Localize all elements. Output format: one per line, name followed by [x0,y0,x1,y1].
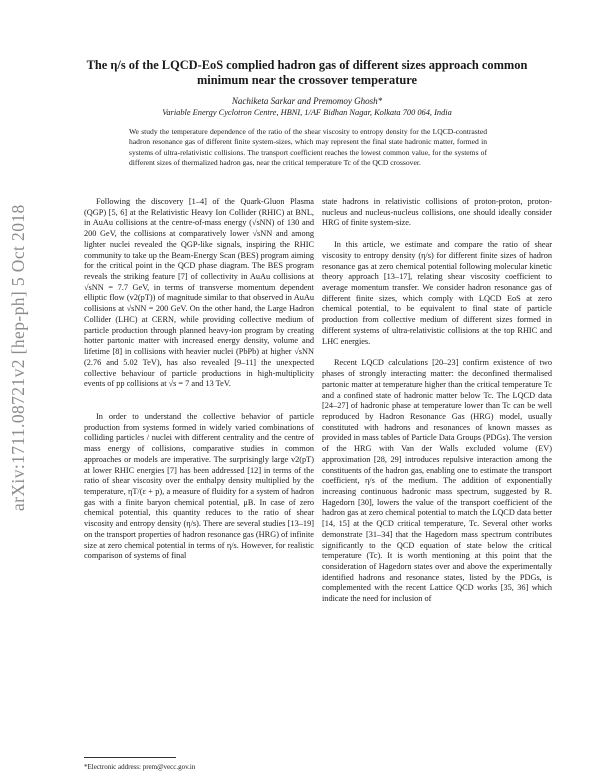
affiliation: Variable Energy Cyclotron Centre, HBNI, 1/AF Bidhan Nagar, Kolkata 700 064, India [162,108,452,117]
paragraph-continuation: state hadrons in relativistic collisions of proton-proton, proton-nucleus and nucleus-nucleus collisions, one should ideally consider HRG of finite system-size. [322,197,552,228]
footnote: *Electronic address: prem@vecc.gov.in [84,763,196,771]
right-column [322,197,552,605]
authors: Nachiketa Sarkar and Premomoy Ghosh* [231,96,383,106]
paragraph-motivation: In order to understand the collective behavior of particle production from systems formed in widely varied combinations of colliding particles / nuclei with different centrality and the centre of mass energy of collisions, comparative studies in common approaches or models are imperative. The surprisingly large v2(pT) at lower RHIC energies [7] has been addressed [12] in terms of the ratio of shear viscosity over the enthalpy density multiplied by the temperature, ηT/(ε + p), a measure of fluidity for a system of hadron gas with a finite baryon chemical potential, μB. In case of zero chemical potential, this quantity reduces to the ratio of shear viscosity and entropy density (η/s). There are several studies [13–19] on the transport properties of hadron resonance gas (HRG) of infinite size at zero chemical potential in terms of η/s. However, for realistic comparison of systems of final [84,411,314,561]
paper-title: The η/s of the LQCD-EoS complied hadron gas of different sizes approach common minimum near the crossover temperature [86,58,528,87]
paragraph-article-aim: In this article, we estimate and compare the ratio of shear viscosity to entropy density (η/s) for different finite sizes of hadron resonance gas at zero chemical potential following molecular kinetic theory approach [13–17], relating shear viscosity coefficient to average momentum transfer. We consider hadron resonance gas of different finite sizes, which comply with LQCD EoS at zero chemical potential, to be equivalent to final state of particle production from collective medium of different sizes formed in different systems of ultra-relativistic collisions at the top RHIC and LHC energies. [322,240,552,346]
abstract: We study the temperature dependence of the ratio of the shear viscosity to entropy density for the LQCD-contrasted hadron resonance gas of different finite system-sizes, which may represent the final state hadronic matter, formed in systems of ultra-relativistic collisions. The transport coefficient reaches the lowest common value, for the systems of different sizes of thermalized hadron gas, near the critical temperature Tc of the QCD crossover. [129,127,487,168]
paragraph-lqcd: Recent LQCD calculations [20–23] confirm existence of two phases of strongly interacting matter: the deconfined thermalised partonic matter at temperature higher than the critical temperature Tc and a confined state of hadronic matter below Tc. The LQCD data [24–27] of hadronic phase at temperature lower than Tc can be well reproduced by Hadron Resonance Gas (HRG) model, usually constituted with hadrons and resonances of known masses as provided in mass tables of Particle Data Groups (PDGs). The version of the HRG with Van der Walls excluded volume (EV) approximation [28, 29] introduces repulsive interaction among the constituents of the hadron gas, enabling one to estimate the transport coefficient, η/s of the medium. The addition of exponentially increasing continuous hadronic mass spectrum, suggested by R. Hagedorn [30], lowers the value of the transport coefficient of the hadron gas at zero chemical potential to match the LQCD data better [14, 15] at the QCD critical temperature, Tc. Several other works demonstrate [31–34] that the Hagedorn mass spectrum contributes significantly to the QCD equation of state below the critical temperature (Tc). It is worth mentioning at this point that the consideration of Hagedorn states over and above the experimentally identified hadrons and resonance states, listed by the PDGs, is complemented with the recent Lattice QCD works [35, 36] which indicate the need for inclusion of [322,358,552,604]
footnote-rule [84,757,176,758]
paragraph-intro: Following the discovery [1–4] of the Quark-Gluon Plasma (QGP) [5, 6] at the Relativistic Heavy Ion Collider (RHIC) at BNL, in AuAu collisions at the centre-of-mass energy (√sNN) of 130 and 200 GeV, the collisions at comparatively lower √sNN and among lighter nuclei revealed the QGP-like signals, inspiring the RHIC community to take up the Beam-Energy Scan (BES) program aiming for the critical point in the QCD phase diagram. The BES program reveals the striking feature [7] of collectivity in AuAu collisions at √sNN = 7.7 GeV, in terms of transverse momentum dependent elliptic flow (v2(pT)) of magnitude similar to that observed in AuAu collisions at √sNN = 200 GeV. On the other hand, the Large Hadron Collider (LHC) at CERN, while providing collective medium of particle production through planned heavy-ion program by creating hotter partonic matter with increased energy density, volume and lifetime [8] in collisions with heavier nuclei (PbPb) at higher √sNN (2.76 and 5.02 TeV), has also revealed [9–11] the unexpected collective behaviour of particle productions in high-multiplicity events of pp collisions at √s = 7 and 13 TeV. [84,197,314,389]
arxiv-identifier: arXiv:1711.08721v2 [hep-ph] 5 Oct 2018 [8,204,28,512]
left-column [84,197,314,562]
